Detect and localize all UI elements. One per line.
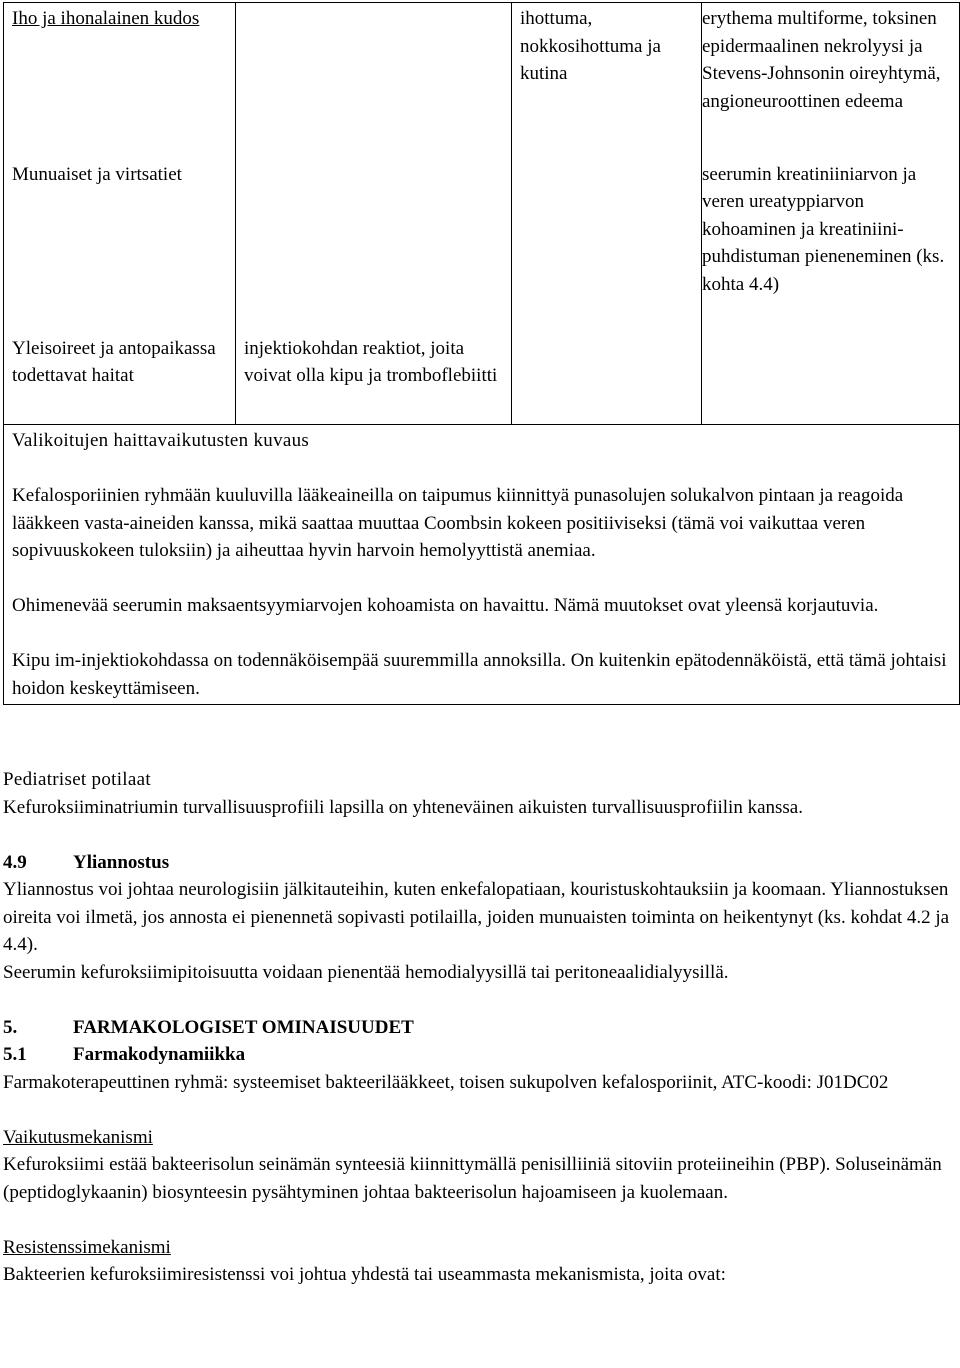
mechanism-heading: Vaikutusmekanismi (3, 1126, 153, 1148)
table-row (4, 3, 960, 159)
overdose-paragraph: Seerumin kefuroksiimipitoisuutta voidaan pienentää hemodialyysillä tai peritoneaalidialyysillä. (3, 961, 729, 983)
resistance-heading: Resistenssimekanismi (3, 1236, 171, 1258)
body-text (3, 766, 953, 1289)
pediatric-heading: Pediatriset potilaat (3, 769, 151, 790)
section-number: 5.1 (3, 1044, 27, 1065)
description-paragraph: Kipu im-injektiokohdassa on todennäköisempää suuremmilla annoksilla. On kuitenkin epätodennäköistä, että tämä johtaisi hoidon keskeyttämiseen. (12, 650, 947, 699)
organ-cell: Munuaiset ja virtsatiet (4, 159, 236, 333)
uncommon-cell (512, 159, 702, 333)
pediatric-text: Kefuroksiiminatriumin turvallisuusprofiili lapsilla on yhteneväinen aikuisten turvallisuusprofiilin kanssa. (3, 796, 803, 818)
overdose-paragraph: Yliannostus voi johtaa neurologisiin jälkitauteihin, kuten enkefalopatiaan, kouristuskohtauksiin ja koomaan. Yliannostuksen oireita voi ilmetä, jos annosta ei pienennetä sopivasti potilailla, joiden munuaisten toiminta on heikentynyt (ks. kohdat 4.2 ja 4.4). (3, 879, 950, 955)
section-title: Yliannostus (73, 851, 170, 873)
description-cell (4, 425, 960, 705)
section-heading-5-1 (3, 1041, 953, 1069)
description-paragraph: Ohimenevää seerumin maksaentsyymiarvojen kohoamista on havaittu. Nämä muutokset ovat yleensä korjautuvia. (12, 595, 879, 616)
common-cell (236, 159, 512, 333)
uncommon-cell: ihottuma, nokkosihottuma ja kutina (512, 3, 702, 159)
mechanism-text: Kefuroksiimi estää bakteerisolun seinämän synteesiä kiinnittymällä penisilliiniä sitoviin proteiineihin (PBP). Soluseinämän (peptidoglykaanin) biosynteesin pysähtyminen johtaa bakteerisolun hajoamiseen ja kuolemaan. (3, 1154, 942, 1203)
adverse-effects-table (3, 2, 960, 705)
table-row (4, 333, 960, 425)
organ-cell: Yleisoireet ja antopaikassa todettavat haitat (4, 333, 236, 425)
table-row (4, 159, 960, 333)
resistance-text: Bakteerien kefuroksiimiresistenssi voi johtua yhdestä tai useammasta mekanismista, joita ovat: (3, 1264, 726, 1285)
rare-cell: seerumin kreatiniiniarvon ja veren ureatyppiarvon kohoaminen ja kreatiniini-puhdistuman pieneneminen (ks. kohta 4.4) (702, 159, 960, 333)
section-heading-5 (3, 1014, 953, 1042)
section-heading-4-9 (3, 849, 953, 877)
common-cell (236, 3, 512, 159)
section-title: FARMAKOLOGISET OMINAISUUDET (73, 1016, 414, 1038)
pharmacotherapeutic-group: Farmakoterapeuttinen ryhmä: systeemiset bakteerilääkkeet, toisen sukupolven kefalosporiinit, ATC-koodi: J01DC02 (3, 1071, 889, 1093)
uncommon-cell (512, 333, 702, 425)
section-title: Farmakodynamiikka (73, 1044, 246, 1065)
table-row (4, 425, 960, 705)
organ-cell (4, 3, 236, 159)
rare-cell: erythema multiforme, toksinen epidermaalinen nekrolyysi ja Stevens-Johnsonin oireyhtymä, angioneuroottinen edeema (702, 3, 960, 159)
section-number: 5. (3, 1016, 18, 1038)
rare-cell (702, 333, 960, 425)
organ-label-skin: Iho ja ihonalainen kudos (12, 8, 200, 29)
common-cell: injektiokohdan reaktiot, joita voivat olla kipu ja tromboflebiitti (236, 333, 512, 425)
description-paragraph: Kefalosporiinien ryhmään kuuluvilla lääkeaineilla on taipumus kiinnittyä punasolujen solukalvon pintaan ja reagoida lääkkeen vasta-aineiden kanssa, mikä saattaa muuttaa Coombsin kokeen positiiviseksi (tämä voi vaikuttaa veren sopivuuskokeen tuloksiin) ja aiheuttaa hyvin harvoin hemolyyttistä anemiaa. (12, 485, 904, 561)
section-number: 4.9 (3, 851, 27, 873)
description-heading: Valikoitujen haittavaikutusten kuvaus (12, 430, 310, 451)
